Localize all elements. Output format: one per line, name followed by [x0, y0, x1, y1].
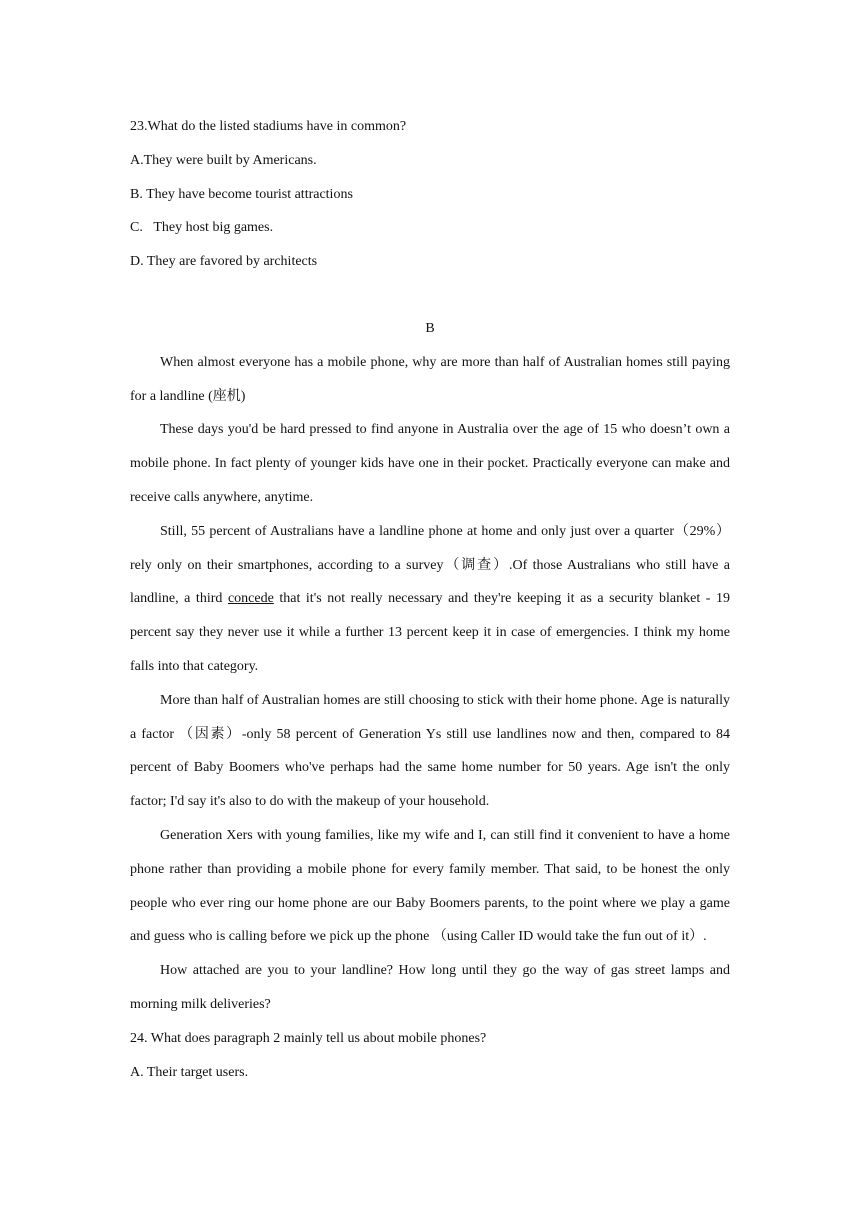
- question-23: [130, 110, 730, 279]
- question-23-option-c: C. They host big games.: [130, 220, 274, 236]
- passage-paragraph-2: These days you'd be hard pressed to find anyone in Australia over the age of 15 who doesn’t own a mobile phone. In fact plenty of younger kids have one in their pocket. Practically everyone can make and receive calls anywhere, anytime.: [130, 422, 730, 505]
- reading-passage: [130, 346, 730, 1022]
- passage-paragraph-3: [130, 515, 730, 684]
- passage-paragraph-4: More than half of Australian homes are still choosing to stick with their home phone. Age is naturally a factor （因素）-only 58 percent of Generation Ys still use landlines now and then, compared to 84 percent of Baby Boomers who've perhaps had the same home number for 50 years. Age isn't the only factor; I'd say it's also to do with the makeup of your household.: [130, 692, 730, 810]
- question-23-stem: 23.What do the listed stadiums have in common?: [130, 119, 407, 134]
- question-23-option-a: A.They were built by Americans.: [130, 152, 317, 168]
- question-23-option-d: D. They are favored by architects: [130, 254, 318, 270]
- question-24: [130, 1022, 730, 1090]
- document-page: [130, 110, 730, 1089]
- passage-paragraph-1: When almost everyone has a mobile phone, why are more than half of Australian homes still paying for a landline (座机): [130, 354, 730, 404]
- passage-paragraph-5: Generation Xers with young families, like my wife and I, can still find it convenient to have a home phone rather than providing a mobile phone for every family member. That said, to be honest the only people who ever ring our home phone are our Baby Boomers parents, to the point where we play a game and guess who is calling before we pick up the phone （using Caller ID would take the fun out of it）.: [130, 827, 730, 945]
- question-24-stem: 24. What does paragraph 2 mainly tell us about mobile phones?: [130, 1030, 487, 1046]
- question-23-option-b: B. They have become tourist attractions: [130, 186, 353, 202]
- underlined-word-concede: concede: [227, 591, 274, 607]
- passage-paragraph-3-start: Still, 55 percent of Australians have a landline phone at home and only just over a quarter（29%） rely only on their smartphones, according to a survey（调查）.Of those Australians who still have a landline, a third: [130, 523, 730, 607]
- section-label: B: [425, 320, 435, 336]
- section-spacer: [130, 279, 730, 312]
- passage-paragraph-6: How attached are you to your landline? How long until they go the way of gas street lamps and morning milk deliveries?: [130, 963, 730, 1012]
- question-24-option-a: A. Their target users.: [130, 1064, 249, 1080]
- passage-paragraph-3-end: that it's not really necessary and they're keeping it as a security blanket - 19 percent say they never use it while a further 13 percent keep it in case of emergencies. I think my home falls into that category.: [130, 591, 730, 674]
